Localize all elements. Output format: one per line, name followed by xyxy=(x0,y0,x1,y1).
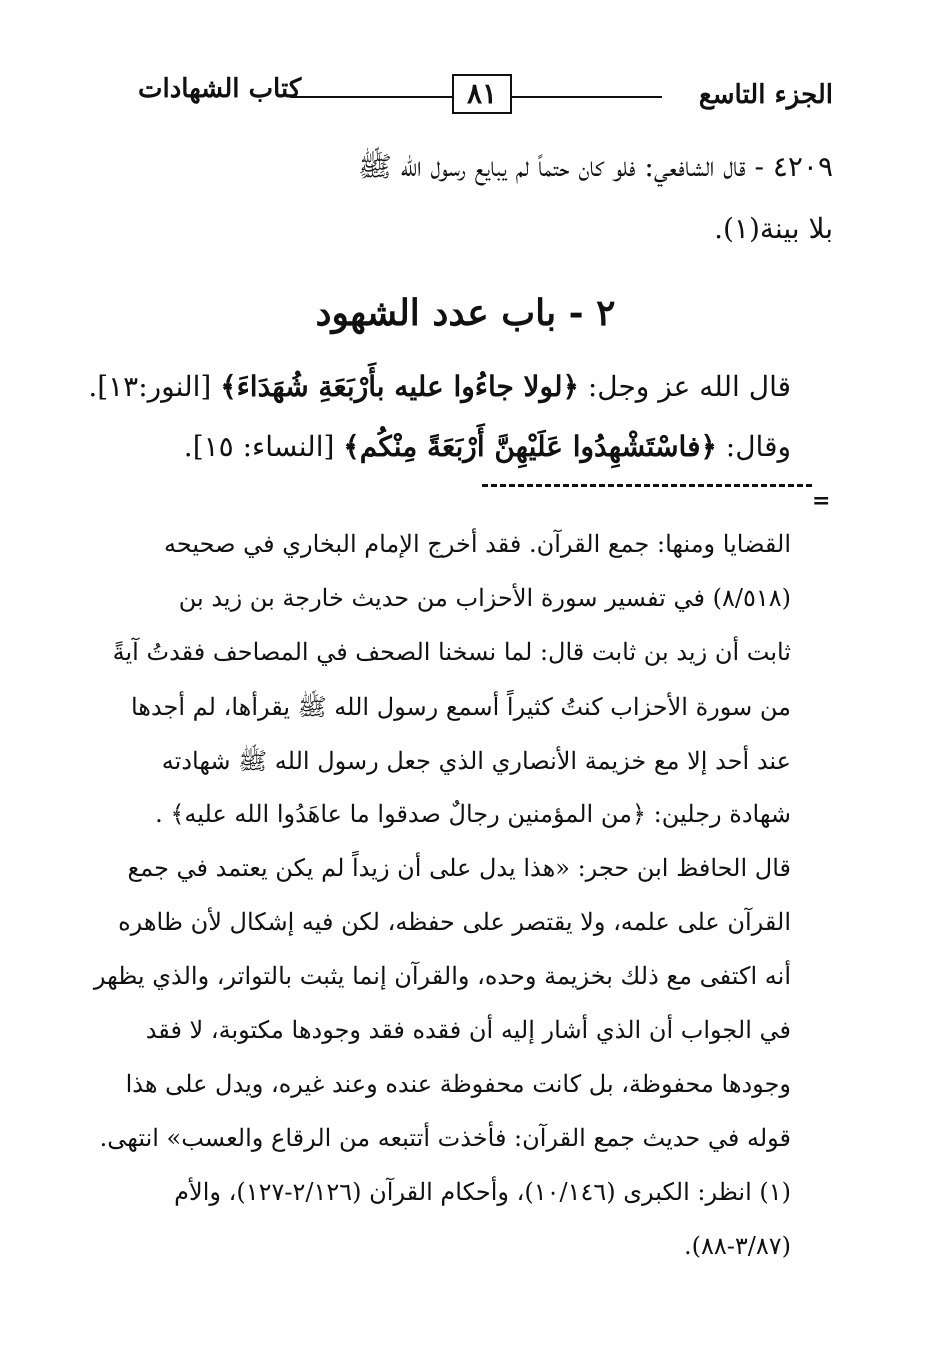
footnote-line: شهادة رجلين: ﴿من المؤمنين رجالٌ صدقوا ما عاهَدُوا الله عليه﴾ . xyxy=(155,800,791,828)
footnote-line: من سورة الأحزاب كنتُ كثيراً أسمع رسول الله ﷺ يقرأها، لم أجدها xyxy=(130,693,791,721)
text-line: بلا بينة(١). xyxy=(714,212,833,245)
header-rule-right xyxy=(512,96,662,98)
footnote-line: أنه اكتفى مع ذلك بخزيمة وحده، والقرآن إنما يثبت بالتواتر، والذي يظهر xyxy=(93,962,791,990)
header-book-title: كتاب الشهادات xyxy=(138,74,302,104)
chapter-heading: ٢ - باب عدد الشهود xyxy=(315,292,616,334)
header-volume: الجزء التاسع xyxy=(698,80,833,110)
footnote-line: قوله في حديث جمع القرآن: فأخذت أتتبعه من الرقاع والعسب» انتهى. xyxy=(99,1124,791,1152)
footnote-line: القرآن على علمه، ولا يقتصر على حفظه، لكن فيه إشكال لأن ظاهره xyxy=(118,908,791,936)
footnote-separator xyxy=(482,484,812,487)
footnote-line: قال الحافظ ابن حجر: «هذا يدل على أن زيداً لم يكن يعتمد في جمع xyxy=(127,854,791,882)
footnote-line: (٨/٥١٨) في تفسير سورة الأحزاب من حديث خارجة بن زيد بن xyxy=(178,584,791,612)
footnote-line: ثابت أن زيد بن ثابت قال: لما نسخنا الصحف في المصاحف فقدتُ آيةً xyxy=(112,638,791,666)
footnote-line: وجودها محفوظة، بل كانت محفوظة عنده وعند غيره، ويدل على هذا xyxy=(125,1070,791,1098)
quran-verse: ﴿لولا جاءُوا عليه بأَرْبَعَةِ شُهَدَاءَ﴾ xyxy=(220,370,579,403)
verse-intro: قال الله عز وجل: xyxy=(578,370,791,403)
verse-intro: وقال: xyxy=(716,430,791,463)
page-number: ٨١ xyxy=(452,74,512,114)
footnote-line: القضايا ومنها: جمع القرآن. فقد أخرج الإمام البخاري في صحيحه xyxy=(164,530,791,558)
text-line: ٤٢٠٩ - قال الشافعي: فلو كان حتماً لم يبايع رسول الله ﷺ xyxy=(357,150,833,183)
verse-reference: [النور:١٣]. xyxy=(88,370,221,403)
continuation-mark: = xyxy=(812,488,831,514)
verse-line-2 xyxy=(184,430,791,463)
verse-reference: [النساء: ١٥]. xyxy=(183,430,344,463)
header-rule-left xyxy=(290,96,452,98)
footnote-1-line: (١) انظر: الكبرى (١٠/١٤٦)، وأحكام القرآن (٢/١٢٦-١٢٧)، والأم xyxy=(174,1178,791,1206)
footnote-line: عند أحد إلا مع خزيمة الأنصاري الذي جعل رسول الله ﷺ شهادته xyxy=(161,747,791,775)
verse-line-1 xyxy=(88,370,791,403)
footnote-line: في الجواب أن الذي أشار إليه أن فقده فقد وجودها مكتوبة، لا فقد xyxy=(145,1016,791,1044)
quran-verse: ﴿فاسْتَشْهِدُوا عَلَيْهِنَّ أَرْبَعَةً مِنْكُم﴾ xyxy=(343,430,717,463)
footnote-1-line: (٣/٨٧-٨٨). xyxy=(683,1232,791,1260)
